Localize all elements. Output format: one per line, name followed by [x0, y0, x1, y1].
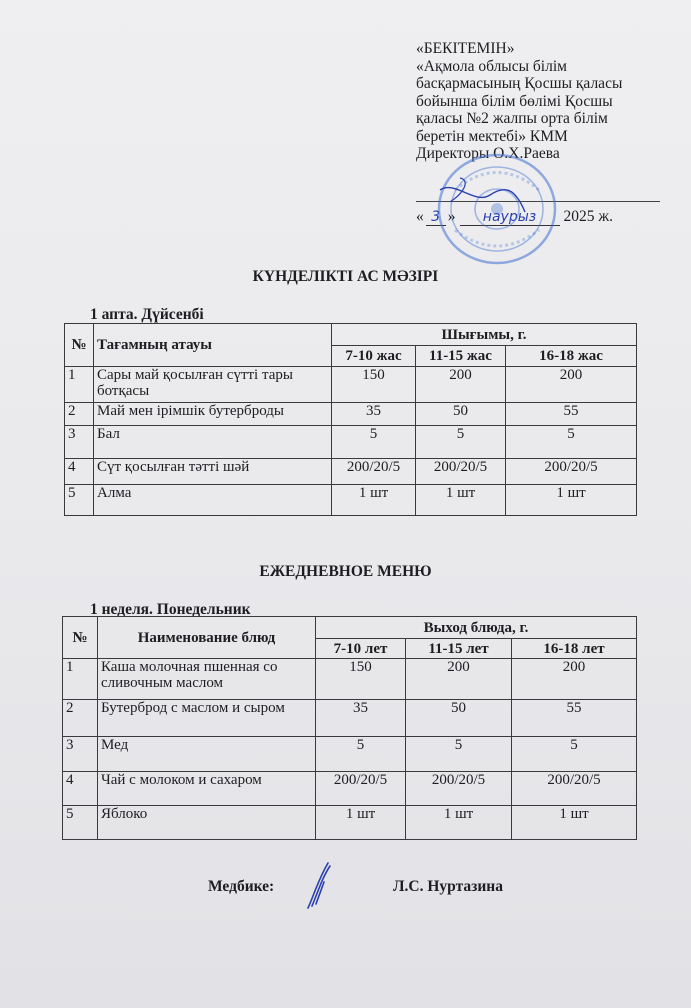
- yield-value: 1 шт: [416, 485, 506, 516]
- kz-col-name: Тағамның атауы: [94, 324, 332, 367]
- yield-value: 5: [512, 737, 637, 772]
- table-row: [63, 806, 637, 840]
- date-year: 2025 ж.: [563, 208, 613, 225]
- yield-value: 1 шт: [512, 806, 637, 840]
- ru-col-age: 11-15 лет: [406, 639, 512, 659]
- yield-value: 1 шт: [506, 485, 637, 516]
- yield-value: 200/20/5: [406, 772, 512, 806]
- kz-col-age: 16-18 жас: [506, 346, 637, 367]
- yield-value: 1 шт: [316, 806, 406, 840]
- date-quote-close: »: [447, 208, 456, 225]
- ru-menu-table: [62, 616, 637, 840]
- yield-value: 200/20/5: [332, 459, 416, 485]
- table-row: [65, 367, 637, 403]
- yield-value: 55: [512, 700, 637, 737]
- dish-name: Мед: [98, 737, 316, 772]
- ru-col-name: Наименование блюд: [98, 617, 316, 659]
- dish-name: Сары май қосылған сүтті тары ботқасы: [94, 367, 332, 403]
- yield-value: 5: [406, 737, 512, 772]
- table-row: [63, 659, 637, 700]
- row-number: 3: [63, 737, 98, 772]
- dish-name: Чай с молоком и сахаром: [98, 772, 316, 806]
- table-row: [65, 426, 637, 459]
- approval-line: Директоры О.Х.Раева: [416, 145, 560, 162]
- yield-value: 200: [506, 367, 637, 403]
- dish-name: Май мен ірімшік бутерброды: [94, 403, 332, 426]
- ru-col-yield: Выход блюда, г.: [316, 617, 637, 639]
- table-row: [65, 459, 637, 485]
- handwritten-signature-icon: [300, 860, 340, 910]
- yield-value: 200: [416, 367, 506, 403]
- approval-block: [416, 40, 656, 163]
- yield-value: 200/20/5: [506, 459, 637, 485]
- yield-value: 200: [406, 659, 512, 700]
- ru-col-num: №: [63, 617, 98, 659]
- row-number: 5: [65, 485, 94, 516]
- kz-menu-table: [64, 323, 637, 516]
- kz-col-num: №: [65, 324, 94, 367]
- row-number: 1: [63, 659, 98, 700]
- yield-value: 5: [332, 426, 416, 459]
- kz-menu-subtitle: 1 апта. Дүйсенбі: [90, 306, 204, 323]
- kz-col-yield: Шығымы, г.: [332, 324, 637, 346]
- nurse-name: Л.С. Нуртазина: [393, 878, 503, 895]
- yield-value: 5: [416, 426, 506, 459]
- kz-col-age: 11-15 жас: [416, 346, 506, 367]
- yield-value: 1 шт: [332, 485, 416, 516]
- row-number: 3: [65, 426, 94, 459]
- table-row: [65, 403, 637, 426]
- row-number: 2: [63, 700, 98, 737]
- ru-col-age: 16-18 лет: [512, 639, 637, 659]
- approval-line: «Ақмола облысы білім: [416, 57, 567, 75]
- approval-line: бойынша білім бөлімі Қосшы: [416, 92, 613, 110]
- approval-line: басқармасының Қосшы қаласы: [416, 75, 623, 92]
- yield-value: 5: [506, 426, 637, 459]
- row-number: 4: [63, 772, 98, 806]
- dish-name: Алма: [94, 485, 332, 516]
- ru-col-age: 7-10 лет: [316, 639, 406, 659]
- table-row: [63, 700, 637, 737]
- approval-line: қаласы №2 жалпы орта білім: [416, 110, 608, 127]
- row-number: 5: [63, 806, 98, 840]
- date-quote-open: «: [416, 208, 424, 225]
- dish-name: Сүт қосылған тәтті шәй: [94, 459, 332, 485]
- approval-line: беретін мектебі» КММ: [416, 127, 568, 145]
- yield-value: 200/20/5: [416, 459, 506, 485]
- date-month: наурыз: [460, 209, 560, 226]
- ru-menu-title: ЕЖЕДНЕВНОЕ МЕНЮ: [259, 563, 432, 580]
- dish-name: Бал: [94, 426, 332, 459]
- yield-value: 200/20/5: [512, 772, 637, 806]
- ru-menu-subtitle: 1 неделя. Понедельник: [90, 601, 251, 618]
- table-row: [63, 772, 637, 806]
- yield-value: 35: [332, 403, 416, 426]
- kz-col-age: 7-10 жас: [332, 346, 416, 367]
- table-row: [63, 737, 637, 772]
- yield-value: 50: [416, 403, 506, 426]
- kz-menu-title: КҮНДЕЛІКТІ АС МӘЗІРІ: [252, 268, 439, 285]
- yield-value: 200/20/5: [316, 772, 406, 806]
- yield-value: 50: [406, 700, 512, 737]
- approval-line: «БЕКІТЕМІН»: [416, 40, 515, 57]
- yield-value: 150: [316, 659, 406, 700]
- yield-value: 150: [332, 367, 416, 403]
- row-number: 1: [65, 367, 94, 403]
- row-number: 2: [65, 403, 94, 426]
- yield-value: 35: [316, 700, 406, 737]
- row-number: 4: [65, 459, 94, 485]
- yield-value: 5: [316, 737, 406, 772]
- dish-name: Яблоко: [98, 806, 316, 840]
- dish-name: Каша молочная пшенная со сливочным маслом: [98, 659, 316, 700]
- yield-value: 55: [506, 403, 637, 426]
- nurse-role-label: Медбике:: [208, 878, 275, 895]
- table-row: [65, 485, 637, 516]
- dish-name: Бутерброд с маслом и сыром: [98, 700, 316, 737]
- yield-value: 200: [512, 659, 637, 700]
- date-day: 3: [426, 209, 446, 226]
- school-stamp-icon: [435, 150, 560, 268]
- yield-value: 1 шт: [406, 806, 512, 840]
